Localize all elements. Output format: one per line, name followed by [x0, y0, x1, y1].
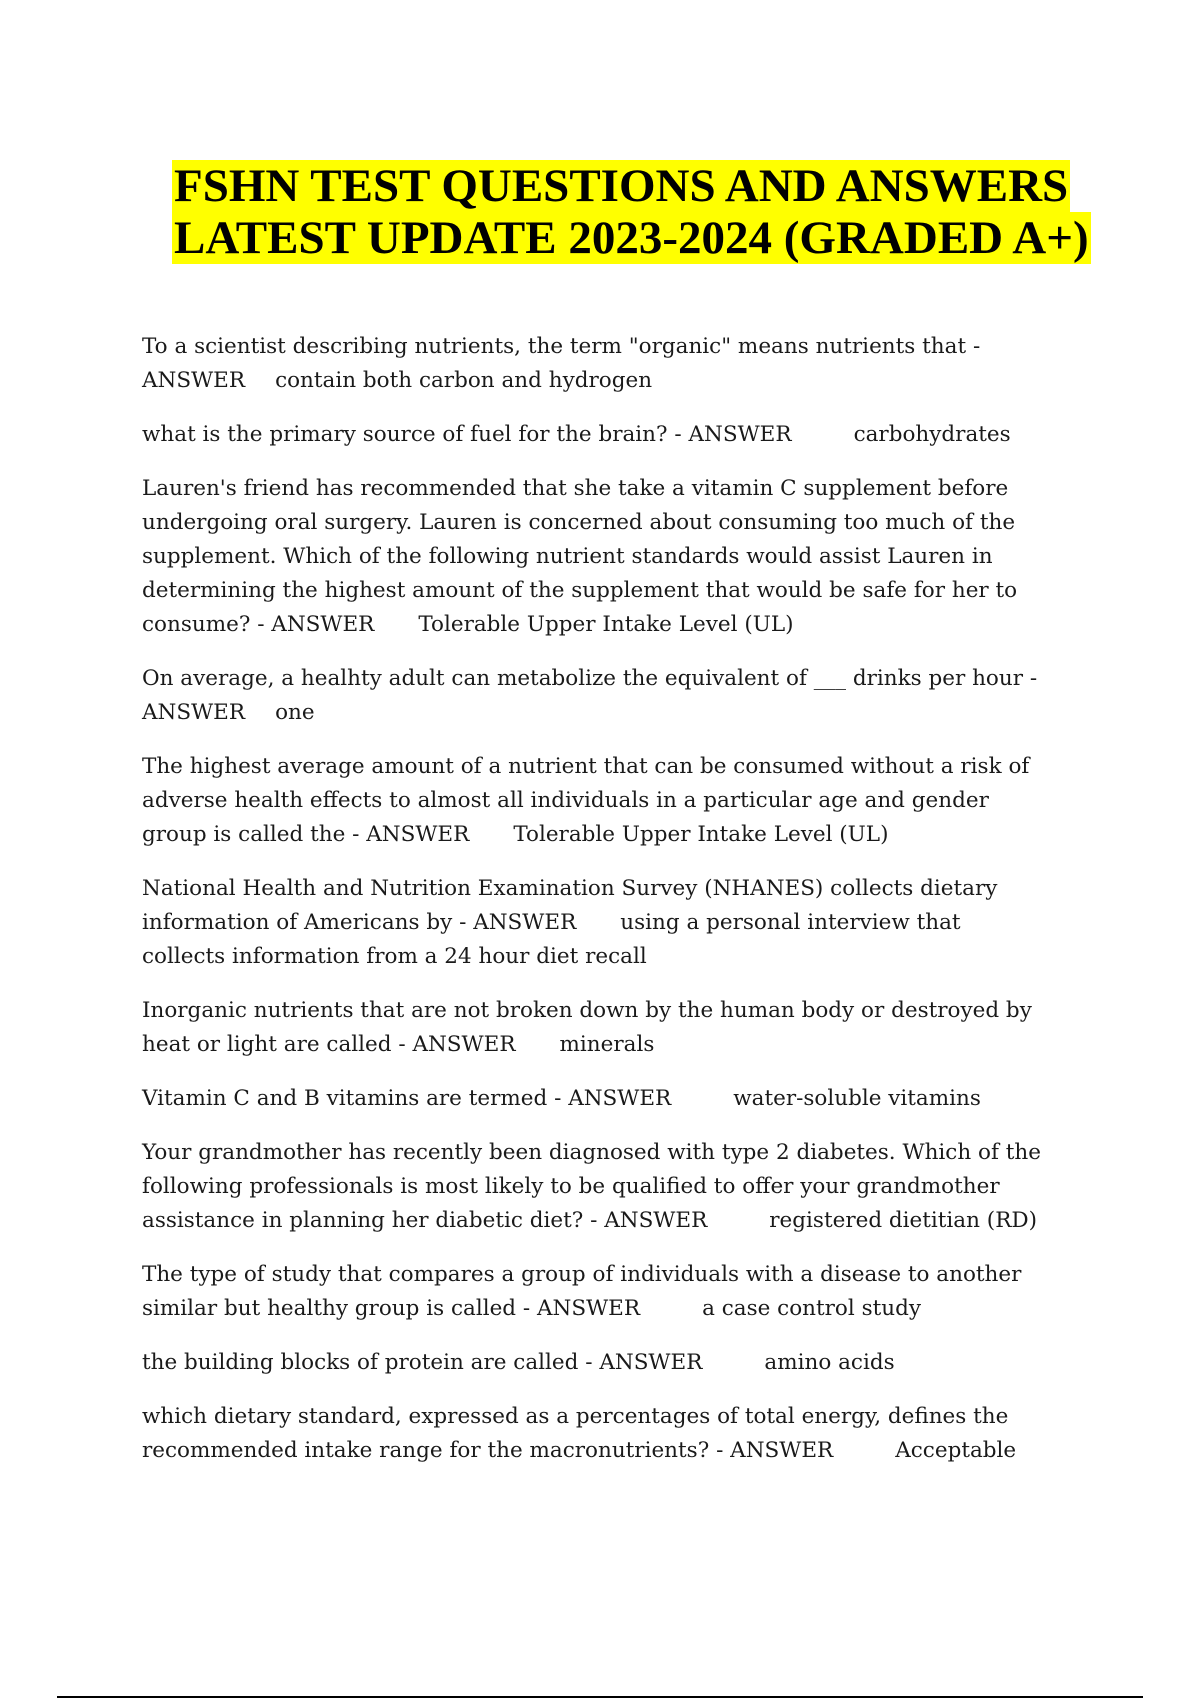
- qa-item: [142, 994, 1042, 1062]
- qa-list: [142, 330, 1042, 1488]
- answer-label: - ANSWER: [142, 666, 1038, 725]
- answer-label: - ANSWER: [142, 334, 981, 393]
- title-line-1: FSHN TEST QUESTIONS AND ANSWERS: [174, 160, 1069, 212]
- qa-item: [142, 750, 1042, 852]
- qa-item: [142, 1258, 1042, 1326]
- qa-item: [142, 1136, 1042, 1238]
- answer-label: - ANSWER: [674, 422, 792, 447]
- answer-text: contain both carbon and hydrogen: [275, 368, 653, 393]
- question-text: the building blocks of protein are called: [142, 1350, 579, 1375]
- answer-text: using a personal interview that collects information from a 24 hour diet recall: [142, 910, 961, 969]
- title-line-2: LATEST UPDATE 2023-2024 (GRADED A+): [174, 212, 1089, 264]
- answer-text: Tolerable Upper Intake Level (UL): [513, 822, 889, 847]
- answer-label: - ANSWER: [585, 1350, 703, 1375]
- answer-text: minerals: [559, 1032, 655, 1057]
- question-text: Lauren's friend has recommended that she take a vitamin C supplement before undergoing oral surgery. Lauren is concerned about consuming too much of the supplement. Which of the following nutrient standards would assist Lauren in determining the highest amount of the supplement that would be safe for her to consume?: [142, 476, 1018, 637]
- qa-item: [142, 472, 1042, 642]
- answer-text: carbohydrates: [853, 422, 1011, 447]
- answer-text: Tolerable Upper Intake Level (UL): [418, 612, 794, 637]
- answer-label: - ANSWER: [590, 1208, 708, 1233]
- answer-text: a case control study: [702, 1296, 922, 1321]
- question-text: what is the primary source of fuel for the brain?: [142, 422, 668, 447]
- document-title: [172, 160, 1132, 264]
- question-text: The highest average amount of a nutrient that can be consumed without a risk of adverse health effects to almost all individuals in a particular age and gender group is called the: [142, 754, 1030, 847]
- answer-text: registered dietitian (RD): [769, 1208, 1038, 1233]
- answer-label: - ANSWER: [522, 1296, 641, 1321]
- qa-item: [142, 1400, 1042, 1468]
- question-text: To a scientist describing nutrients, the term "organic" means nutrients that: [142, 334, 967, 359]
- qa-item: [142, 1346, 1042, 1380]
- answer-text: water-soluble vitamins: [733, 1086, 981, 1111]
- qa-item: [142, 1082, 1042, 1116]
- answer-label: - ANSWER: [459, 910, 577, 935]
- question-text: Your grandmother has recently been diagnosed with type 2 diabetes. Which of the following professionals is most likely to be qualified to offer your grandmother assistance in planning her diabetic diet?: [142, 1140, 1041, 1233]
- question-text: Vitamin C and B vitamins are termed: [142, 1086, 548, 1111]
- answer-label: - ANSWER: [257, 612, 375, 637]
- footer-rule: [57, 1696, 1143, 1698]
- answer-label: - ANSWER: [554, 1086, 672, 1111]
- answer-label: - ANSWER: [716, 1438, 834, 1463]
- question-text: National Health and Nutrition Examination Survey (NHANES) collects dietary information of Americans by: [142, 876, 998, 935]
- question-text: On average, a healhty adult can metabolize the equivalent of ___ drinks per hour: [142, 666, 1023, 691]
- qa-item: [142, 330, 1042, 398]
- answer-text: Acceptable: [895, 1438, 1017, 1463]
- question-text: The type of study that compares a group of individuals with a disease to another similar but healthy group is called: [142, 1262, 1022, 1321]
- qa-item: [142, 662, 1042, 730]
- qa-item: [142, 872, 1042, 974]
- answer-text: amino acids: [764, 1350, 895, 1375]
- question-text: which dietary standard, expressed as a percentages of total energy, defines the recommended intake range for the macronutrients?: [142, 1404, 1009, 1463]
- answer-text: one: [275, 700, 315, 725]
- answer-label: - ANSWER: [352, 822, 470, 847]
- question-text: Inorganic nutrients that are not broken down by the human body or destroyed by heat or light are called: [142, 998, 1032, 1057]
- answer-label: - ANSWER: [398, 1032, 516, 1057]
- qa-item: [142, 418, 1042, 452]
